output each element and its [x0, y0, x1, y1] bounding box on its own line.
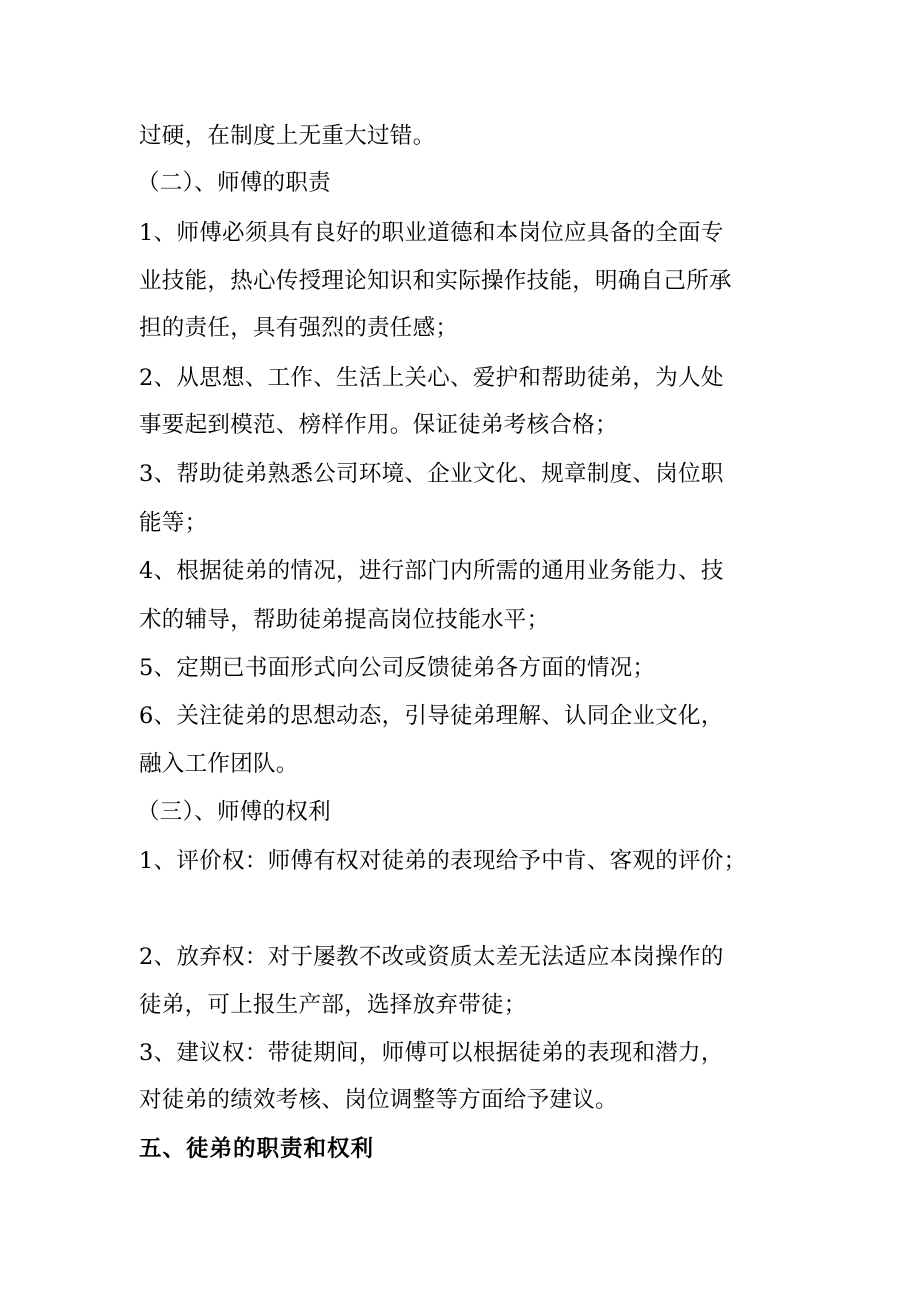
section-heading-apprentice: 五、徒弟的职责和权利	[139, 1136, 375, 1162]
duty-3-line-2: 能等；	[139, 510, 208, 536]
duty-4-line-1: 4、根据徒弟的情况，进行部门内所需的通用业务能力、技	[139, 558, 724, 584]
right-3-line-1: 3、建议权：带徒期间，师傅可以根据徒弟的表现和潜力，	[139, 1040, 724, 1066]
duty-3-line-1: 3、帮助徒弟熟悉公司环境、企业文化、规章制度、岗位职	[139, 461, 724, 487]
subheading-master-rights: （三）、师傅的权利	[137, 799, 331, 825]
right-2-line-1: 2、放弃权：对于屡教不改或资质太差无法适应本岗操作的	[139, 944, 724, 970]
right-1-line-1: 1、评价权：师傅有权对徒弟的表现给予中肯、客观的评价；	[139, 848, 747, 874]
text-line-continuation: 过硬，在制度上无重大过错。	[139, 123, 436, 149]
duty-6-line-1: 6、关注徒弟的思想动态，引导徒弟理解、认同企业文化，	[139, 703, 724, 729]
right-3-line-2: 对徒弟的绩效考核、岗位调整等方面给予建议。	[139, 1087, 618, 1113]
duty-2-line-1: 2、从思想、工作、生活上关心、爱护和帮助徒弟，为人处	[139, 365, 724, 391]
right-2-line-2: 徒弟，可上报生产部，选择放弃带徒；	[139, 992, 527, 1018]
duty-1-line-3: 担的责任，具有强烈的责任感；	[139, 315, 459, 341]
duty-4-line-2: 术的辅导，帮助徒弟提高岗位技能水平；	[139, 607, 550, 633]
duty-1-line-2: 业技能，热心传授理论知识和实际操作技能，明确自己所承	[139, 268, 732, 294]
duty-5-line-1: 5、定期已书面形式向公司反馈徒弟各方面的情况；	[139, 655, 656, 681]
duty-2-line-2: 事要起到模范、榜样作用。保证徒弟考核合格；	[139, 412, 618, 438]
subheading-master-duties: （二）、师傅的职责	[137, 170, 331, 196]
duty-1-line-1: 1、师傅必须具有良好的职业道德和本岗位应具备的全面专	[139, 220, 724, 246]
duty-6-line-2: 融入工作团队。	[139, 751, 299, 777]
